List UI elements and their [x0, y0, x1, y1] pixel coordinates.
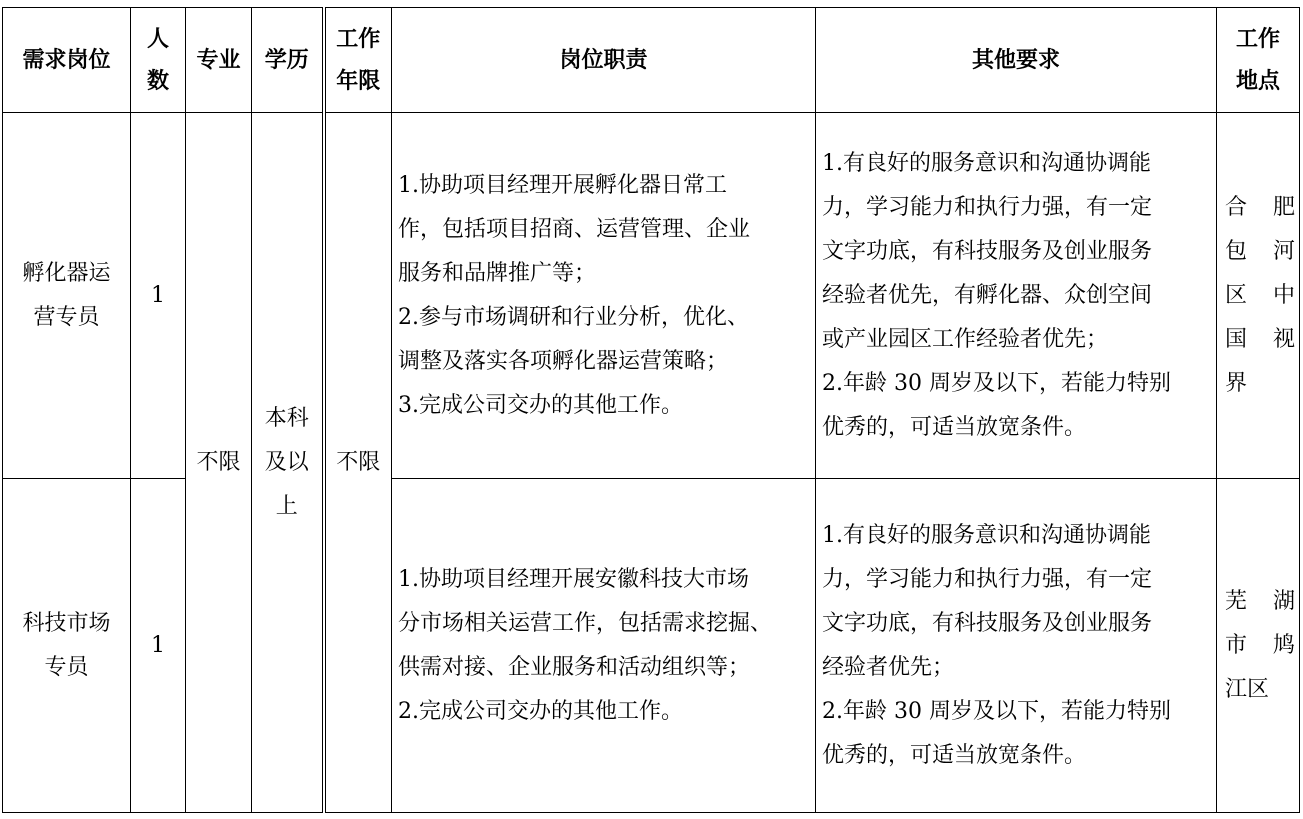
header-duties: 岗位职责: [392, 8, 816, 113]
requirements-cell: 1.有良好的服务意识和沟通协调能 力，学习能力和执行力强，有一定 文字功底，有科技服务及创业服务 经验者优先； 2.年龄 30 周岁及以下，若能力特别 优秀的，可适当放宽条件。: [816, 479, 1217, 813]
count-cell: 1: [131, 479, 186, 813]
header-row: [3, 8, 1300, 113]
header-count: 人 数: [131, 8, 186, 113]
header-position: 需求岗位: [3, 8, 131, 113]
education-cell: 本科 及以 上: [252, 113, 324, 813]
experience-cell: 不限: [324, 113, 392, 813]
position-cell: 科技市场 专员: [3, 479, 131, 813]
location-cell: 合 肥 包 河 区 中 国 视 界: [1217, 113, 1300, 479]
header-major: 专业: [186, 8, 252, 113]
duties-cell: 1.协助项目经理开展孵化器日常工 作，包括项目招商、运营管理、企业 服务和品牌推广等； 2.参与市场调研和行业分析，优化、 调整及落实各项孵化器运营策略； 3.完成公司交办的其他工作。: [392, 113, 816, 479]
job-requirements-table: [2, 7, 1300, 813]
requirements-cell: 1.有良好的服务意识和沟通协调能 力，学习能力和执行力强，有一定 文字功底，有科技服务及创业服务 经验者优先，有孵化器、众创空间 或产业园区工作经验者优先； 2.年龄 30 周岁及以下，若能力特别 优秀的，可适当放宽条件。: [816, 113, 1217, 479]
header-experience: 工作 年限: [324, 8, 392, 113]
table-row: [3, 113, 1300, 479]
header-education: 学历: [252, 8, 324, 113]
header-requirements: 其他要求: [816, 8, 1217, 113]
duties-cell: 1.协助项目经理开展安徽科技大市场 分市场相关运营工作，包括需求挖掘、 供需对接、企业服务和活动组织等； 2.完成公司交办的其他工作。: [392, 479, 816, 813]
location-cell: 芜 湖 市 鸠 江区: [1217, 479, 1300, 813]
header-location: 工作 地点: [1217, 8, 1300, 113]
major-cell: 不限: [186, 113, 252, 813]
position-cell: 孵化器运 营专员: [3, 113, 131, 479]
count-cell: 1: [131, 113, 186, 479]
